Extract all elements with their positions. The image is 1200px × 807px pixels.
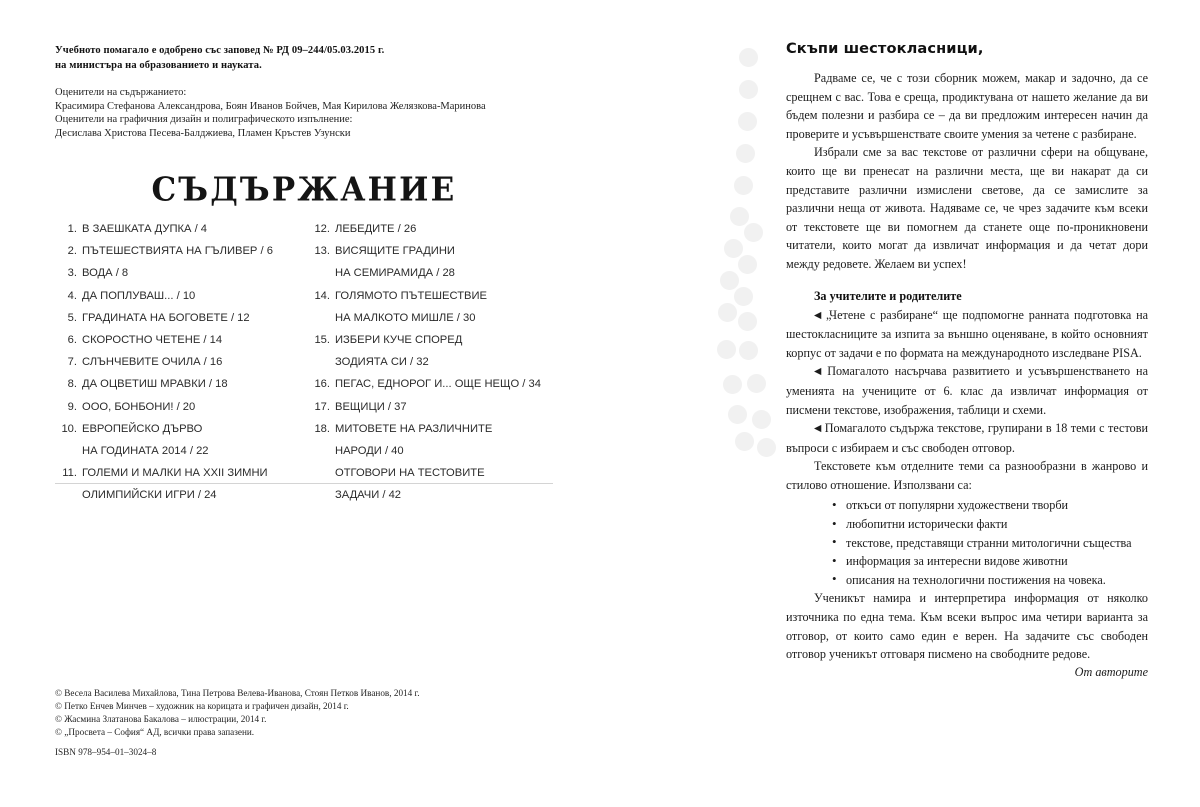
copyright-line: © Весела Василева Михайлова, Тина Петрова Велева-Иванова, Стоян Петков Иванов, 2014 г.: [55, 688, 420, 698]
isbn-line: ISBN 978–954–01–3024–8: [55, 747, 157, 757]
toc-item-line: ДА ПОПЛУВАШ... / 10: [82, 289, 196, 302]
toc-item-number: 10.: [61, 422, 77, 435]
toc-item-label: [82, 418, 209, 462]
toc-item[interactable]: [308, 329, 558, 373]
right-page: [600, 0, 1200, 807]
approval-line: на министъра на образованието и науката.: [55, 59, 262, 71]
credits-block: [55, 86, 575, 140]
toc-item-line: ДА ОЦВЕТИШ МРАВКИ / 18: [82, 378, 228, 391]
toc-item-number: 18.: [314, 422, 330, 435]
feature-bullet-list: [786, 496, 1148, 589]
intro-paragraph-1: Радваме се, че с този сборник можем, макар и задочно, да се срещнем с вас. Това е среща, продиктувана от нашето желание да ви бъдем полезни и разбира се – да ви предложим интересен начин да проверите и усъвършенствате своите умения за четене с разбиране.: [786, 71, 1148, 141]
toc-item-label: [82, 396, 195, 418]
toc-item-line: ИЗБЕРИ КУЧЕ СПОРЕД: [335, 334, 463, 347]
copyright-line: © „Просвета – София“ АД, всички права запазени.: [55, 727, 255, 737]
toc-item-line: МИТОВЕТЕ НА РАЗЛИЧНИТЕ: [335, 422, 493, 435]
intro-paragraph-3: Текстовете към отделните теми са разнообразни в жанрово и стилово отношение. Използвани са:: [786, 459, 1148, 492]
list-item: • любопитни исторически факти: [786, 515, 1148, 534]
toc-item[interactable]: [55, 285, 305, 307]
arrow-left-icon: ◀: [814, 310, 827, 321]
toc-item-number: 12.: [314, 223, 330, 235]
horizontal-divider: [55, 483, 553, 484]
toc-item-line: ОЛИМПИЙСКИ ИГРИ / 24: [82, 489, 217, 502]
toc-item-label: [82, 262, 128, 284]
toc-item-label: [335, 396, 407, 418]
approval-note: [55, 44, 555, 73]
toc-item-label: [335, 418, 492, 507]
toc-item-line: ЗОДИЯТА СИ / 32: [335, 356, 429, 369]
toc-item-number: 8.: [67, 378, 77, 391]
toc-item-number: 17.: [314, 400, 330, 413]
toc-item-line: ООО, БОНБОНИ! / 20: [82, 400, 196, 413]
toc-item-line: ВИСЯЩИТЕ ГРАДИНИ: [335, 245, 455, 258]
toc-item-label: [335, 285, 487, 329]
toc-item[interactable]: [308, 418, 558, 507]
toc-item-number: 7.: [67, 356, 77, 369]
toc-item-line: В ЗАЕШКАТА ДУПКА / 4: [82, 223, 208, 235]
arrow-item-2-text: Помагалото насърчава развитието и усъвършенстването на уменията на учениците от 6. клас да извличат информация от писмени текстове, изображения, таблици и схеми.: [786, 364, 1148, 417]
toc-item[interactable]: [308, 218, 558, 240]
credit-line: Красимира Стефанова Александрова, Боян Иванов Бойчев, Мая Кирилова Желязкова-Маринова: [55, 100, 486, 112]
toc-item-label: [82, 351, 222, 373]
toc-item-line: НА СЕМИРАМИДА / 28: [335, 267, 455, 280]
toc-item-label: [82, 307, 250, 329]
toc-item[interactable]: [55, 351, 305, 373]
toc-item-number: 15.: [314, 334, 330, 347]
toc-item-label: [82, 285, 195, 307]
toc-item-line: ГРАДИНАТА НА БОГОВЕТЕ / 12: [82, 311, 250, 324]
toc-item-number: 11.: [62, 467, 77, 480]
arrow-left-icon: ◀: [814, 424, 825, 435]
toc-item-number: 4.: [67, 289, 77, 302]
toc-item-number: 13.: [314, 245, 330, 258]
list-item: • описания на технологични постижения на човека.: [786, 571, 1148, 590]
toc-item-line: ЛЕБЕДИТЕ / 26: [335, 223, 417, 235]
toc-item-line: ПЪТЕШЕСТВИЯТА НА ГЪЛИВЕР / 6: [82, 245, 273, 258]
toc-item[interactable]: [55, 262, 305, 284]
intro-paragraph-4: Ученикът намира и интерпретира информация от няколко източника по една тема. Към всеки въпрос има четири варианта за отговор, от които само един е верен. На задачите със свободен отговор ученикът отговаря писмено на свободните редове.: [786, 591, 1148, 662]
list-item: • текстове, представящи странни митологични същества: [786, 534, 1148, 553]
toc-item-label: [335, 240, 455, 284]
toc-item[interactable]: [55, 240, 305, 262]
toc-item-label: [82, 373, 228, 395]
toc-item-line: ГОЛЯМОТО ПЪТЕШЕСТВИЕ: [335, 289, 488, 302]
toc-item-label: [335, 218, 416, 240]
list-item: • откъси от популярни художествени творби: [786, 496, 1148, 515]
teachers-section-heading: За учителите и родителите: [814, 288, 962, 303]
intro-paragraph-2: Избрали сме за вас текстове от различни сфери на общуване, които ще ви пренесат на различни места, ще ви накарат да си представите различни измислени светове, да се замислите за различни неща от живота. Надяваме се, че чрез задачите към всеки от текстовете ще ви помогнем да станете още по-проникновени читатели, които могат да извличат информация и да четат дори между редовете. Желаем ви успех!: [786, 145, 1148, 271]
toc-item-number: 9.: [67, 400, 77, 413]
table-of-contents: [55, 218, 555, 502]
arrow-item-1: [786, 306, 1148, 363]
toc-item-label: [82, 240, 273, 262]
toc-item-line: ЕВРОПЕЙСКО ДЪРВО: [82, 422, 203, 435]
toc-item[interactable]: [308, 396, 558, 418]
toc-item[interactable]: [55, 462, 305, 506]
arrow-item-1-text: „Четене с разбиране“ ще подпомогне ранната подготовка на шестокласниците за изпита за външно оценяване, в който основният корпус от задачи е по формата на международното изследване PISA.: [786, 307, 1148, 360]
copyright-block: [55, 687, 575, 739]
toc-item-label: [335, 373, 541, 395]
toc-item-number: 14.: [314, 289, 330, 302]
toc-item-label: [82, 218, 207, 240]
toc-item-number: 5.: [67, 311, 77, 324]
toc-item[interactable]: [308, 240, 558, 284]
toc-item-line: СЛЪНЧЕВИТЕ ОЧИЛА / 16: [82, 356, 223, 369]
credit-line: Десислава Христова Песева-Балджиева, Пламен Кръстев Узунски: [55, 127, 351, 139]
toc-item[interactable]: [55, 329, 305, 351]
arrow-item-3-text: Помагалото съдържа текстове, групирани в 18 теми с тестови въпроси с избираем и със свободен отговор.: [786, 421, 1149, 455]
toc-item[interactable]: [55, 396, 305, 418]
toc-item-number: 1.: [67, 223, 77, 235]
copyright-line: © Жасмина Златанова Бакалова – илюстрации, 2014 г.: [55, 714, 267, 724]
toc-item[interactable]: [55, 218, 305, 240]
toc-item[interactable]: [308, 373, 558, 395]
greeting-heading: Скъпи шестокласници,: [786, 40, 984, 57]
arrow-item-2: [786, 362, 1148, 419]
toc-item-number: 6.: [67, 334, 77, 347]
list-item: • информация за интересни видове животни: [786, 552, 1148, 571]
credit-line: Оценители на графичния дизайн и полиграфическото изпълнение:: [55, 114, 353, 126]
toc-item[interactable]: [308, 285, 558, 329]
toc-item-label: [335, 329, 462, 373]
toc-item-line: НА МАЛКОТО МИШЛЕ / 30: [335, 311, 476, 324]
toc-item-number: 2.: [67, 245, 77, 258]
toc-item-line: НА ГОДИНАТА 2014 / 22: [82, 445, 209, 458]
toc-item-label: [82, 462, 268, 506]
toc-item-line: НАРОДИ / 40: [335, 445, 404, 458]
toc-column-left: [55, 218, 305, 507]
credit-line: Оценители на съдържанието:: [55, 87, 187, 98]
toc-item-line: ВЕЩИЦИ / 37: [335, 400, 407, 413]
toc-item-label: [82, 329, 222, 351]
toc-item-line: ВОДА / 8: [82, 267, 129, 280]
arrow-item-3: [786, 419, 1148, 457]
toc-item-line: ОТГОВОРИ НА ТЕСТОВИТЕ: [335, 467, 485, 480]
toc-item[interactable]: [55, 418, 305, 462]
toc-item[interactable]: [55, 373, 305, 395]
copyright-line: © Петко Енчев Минчев – художник на корицата и графичен дизайн, 2014 г.: [55, 701, 349, 711]
toc-item-line: ЗАДАЧИ / 42: [335, 489, 402, 502]
signature-line: От авторите: [1074, 664, 1148, 679]
toc-item-line: ГОЛЕМИ И МАЛКИ НА XXII ЗИМНИ: [82, 467, 268, 480]
toc-item[interactable]: [55, 307, 305, 329]
toc-item-number: 3.: [67, 267, 77, 280]
approval-line: Учебното помагало е одобрено със заповед № РД 09–244/05.03.2015 г.: [55, 45, 385, 56]
page-title: СЪДЪРЖАНИЕ: [151, 171, 457, 209]
arrow-left-icon: ◀: [814, 367, 828, 378]
toc-column-right: [308, 218, 558, 507]
toc-item-line: СКОРОСТНО ЧЕТЕНЕ / 14: [82, 334, 223, 347]
toc-item-number: 16.: [314, 378, 330, 391]
toc-item-line: ПЕГАС, ЕДНОРОГ И... ОЩЕ НЕЩО / 34: [335, 378, 541, 391]
